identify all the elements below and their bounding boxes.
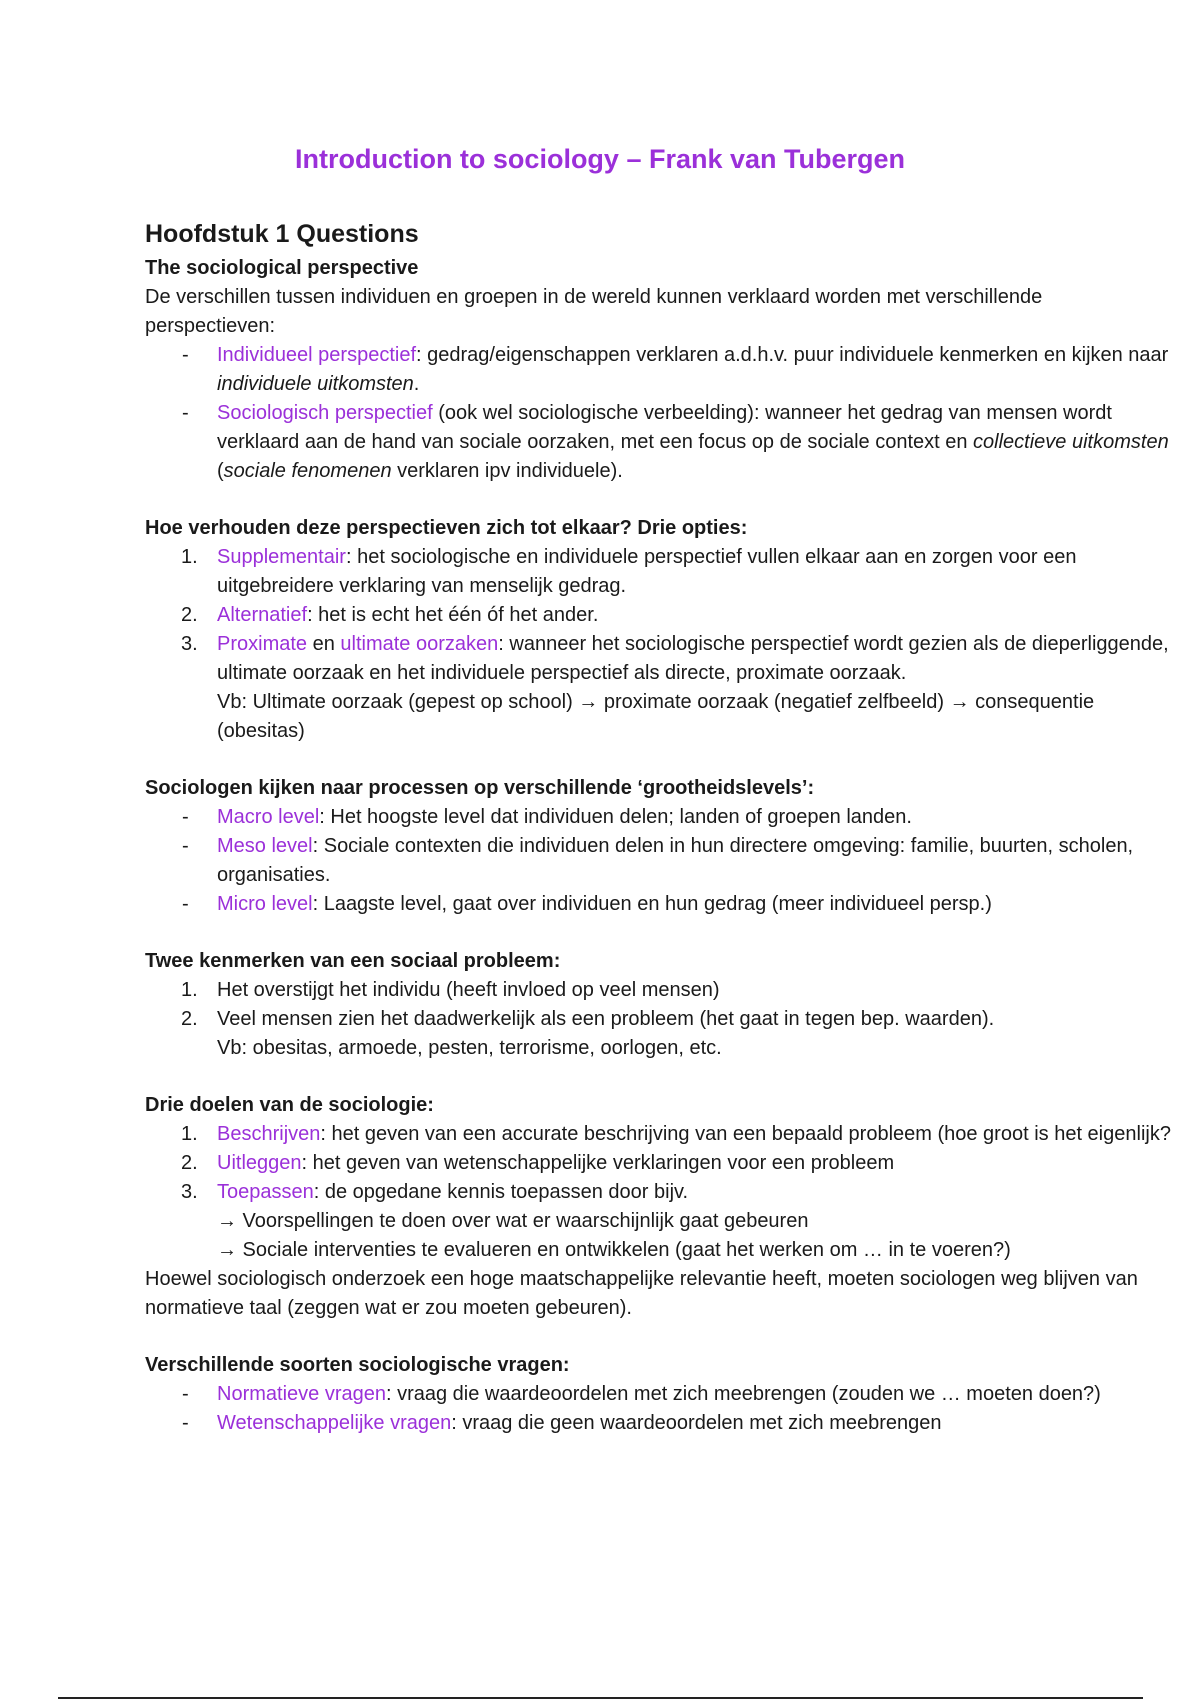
section-intro: De verschillen tussen individuen en groepen in de wereld kunnen verklaard worden met verschillende perspectieven: (145, 286, 1043, 337)
document-body (145, 218, 1175, 1438)
term-label: ultimate oorzaken (340, 633, 499, 655)
example-text: Vb: Ultimate oorzaak (gepest op school) → proximate oorzaak (negatief zelfbeeld) → consequentie (obesitas) (217, 691, 1095, 742)
characteristics-list (145, 976, 1175, 1063)
levels-list (145, 803, 1175, 919)
term-label: Supplementair (217, 546, 346, 568)
section-question-types (145, 1351, 1175, 1438)
document-title: Introduction to sociology – Frank van Tubergen (294, 144, 906, 174)
section-social-problem (145, 947, 1175, 1063)
list-item: - Micro level: Laagste level, gaat over individuen en hun gedrag (meer individueel persp.) (145, 890, 1175, 919)
term-label: Individueel perspectief (217, 344, 417, 366)
term-label: Wetenschappelijke vragen (217, 1412, 452, 1434)
list-item: 2. Veel mensen zien het daadwerkelijk als een probleem (het gaat in tegen bep. waarden). Vb: obesitas, armoede, pesten, terrorisme, oorlogen, etc. (181, 1008, 995, 1059)
list-item: 2. Alternatief: het is echt het één óf het ander. (181, 604, 599, 626)
section-heading: The sociological perspective (145, 257, 419, 279)
list-item: 1. Supplementair: het sociologische en individuele perspectief vullen elkaar aan en zorgen voor een uitgebreidere verklaring van menselijk gedrag. (181, 546, 1077, 597)
section-relations (145, 514, 1175, 746)
section-goals (145, 1091, 1175, 1323)
chapter-heading: Hoofdstuk 1 Questions (145, 220, 419, 248)
term-label: Meso level (217, 835, 313, 857)
options-list (145, 543, 1175, 746)
section-sociological-perspective (145, 254, 1175, 486)
list-item: 3. Toepassen: de opgedane kennis toepassen door bijv. → Voorspellingen te doen over wat er waarschijnlijk gaat gebeuren → Sociale interventies te evalueren en ontwikkelen (gaat het werken om … in te voeren?) (181, 1181, 1011, 1261)
section-heading: Twee kenmerken van een sociaal probleem: (145, 950, 561, 972)
term-label: Proximate (217, 633, 308, 655)
arrow-line: → Voorspellingen te doen over wat er waarschijnlijk gaat gebeuren (217, 1210, 809, 1232)
term-label: Alternatief (217, 604, 308, 626)
arrow-line: → Sociale interventies te evalueren en ontwikkelen (gaat het werken om … in te voeren?) (217, 1239, 1011, 1261)
term-label: Uitleggen (217, 1152, 302, 1174)
term-label: Normatieve vragen (217, 1383, 386, 1405)
list-item: - Sociologisch perspectief (ook wel sociologische verbeelding): wanneer het gedrag van mensen wordt verklaard aan de hand van sociale oorzaken, met een focus op de sociale context en collectieve uitkomsten (sociale fenomenen verklaren ipv individuele). (145, 399, 1175, 486)
term-label: Sociologisch perspectief (217, 402, 433, 424)
list-item: - Macro level: Het hoogste level dat individuen delen; landen of groepen landen. (145, 803, 1175, 832)
list-item: 2. Uitleggen: het geven van wetenschappelijke verklaringen voor een probleem (181, 1152, 895, 1174)
list-item: 1. Het overstijgt het individu (heeft invloed op veel mensen) (181, 979, 720, 1001)
footer-divider (58, 1697, 1143, 1699)
section-heading: Drie doelen van de sociologie: (145, 1094, 434, 1116)
perspective-list (145, 341, 1175, 486)
closing-paragraph: Hoewel sociologisch onderzoek een hoge maatschappelijke relevantie heeft, moeten sociologen weg blijven van normatieve taal (zeggen wat er zou moeten gebeuren). (145, 1268, 1138, 1319)
term-label: Toepassen (217, 1181, 314, 1203)
list-item: 3. Proximate en ultimate oorzaken: wanneer het sociologische perspectief wordt gezien als de dieperliggende, ultimate oorzaak en het individuele perspectief als directe, proximate oorzaak. Vb: Ultimate oorzaak (gepest op school) → proximate oorzaak (negatief zelfbeeld) → consequentie (obesitas) (181, 633, 1169, 742)
term-label: Macro level (217, 806, 320, 828)
list-item: - Wetenschappelijke vragen: vraag die geen waardeoordelen met zich meebrengen (145, 1409, 1175, 1438)
example-text: Vb: obesitas, armoede, pesten, terrorisme, oorlogen, etc. (217, 1037, 722, 1059)
list-item: 1. Beschrijven: het geven van een accurate beschrijving van een bepaald probleem (hoe groot is het eigenlijk? (181, 1123, 1171, 1145)
list-item: - Meso level: Sociale contexten die individuen delen in hun directere omgeving: familie, buurten, scholen, organisaties. (145, 832, 1175, 890)
section-heading: Verschillende soorten sociologische vragen: (145, 1354, 570, 1376)
list-item: - Individueel perspectief: gedrag/eigenschappen verklaren a.d.h.v. puur individuele kenmerken en kijken naar individuele uitkomsten. (145, 341, 1175, 399)
goals-list (145, 1120, 1175, 1265)
question-types-list (145, 1380, 1175, 1438)
term-label: Micro level (217, 893, 313, 915)
term-label: Beschrijven (217, 1123, 321, 1145)
list-item: - Normatieve vragen: vraag die waardeoordelen met zich meebrengen (zouden we … moeten doen?) (145, 1380, 1175, 1409)
section-heading: Hoe verhouden deze perspectieven zich tot elkaar? Drie opties: (145, 517, 748, 539)
section-heading: Sociologen kijken naar processen op verschillende ‘grootheidslevels’: (145, 777, 815, 799)
section-levels (145, 774, 1175, 919)
